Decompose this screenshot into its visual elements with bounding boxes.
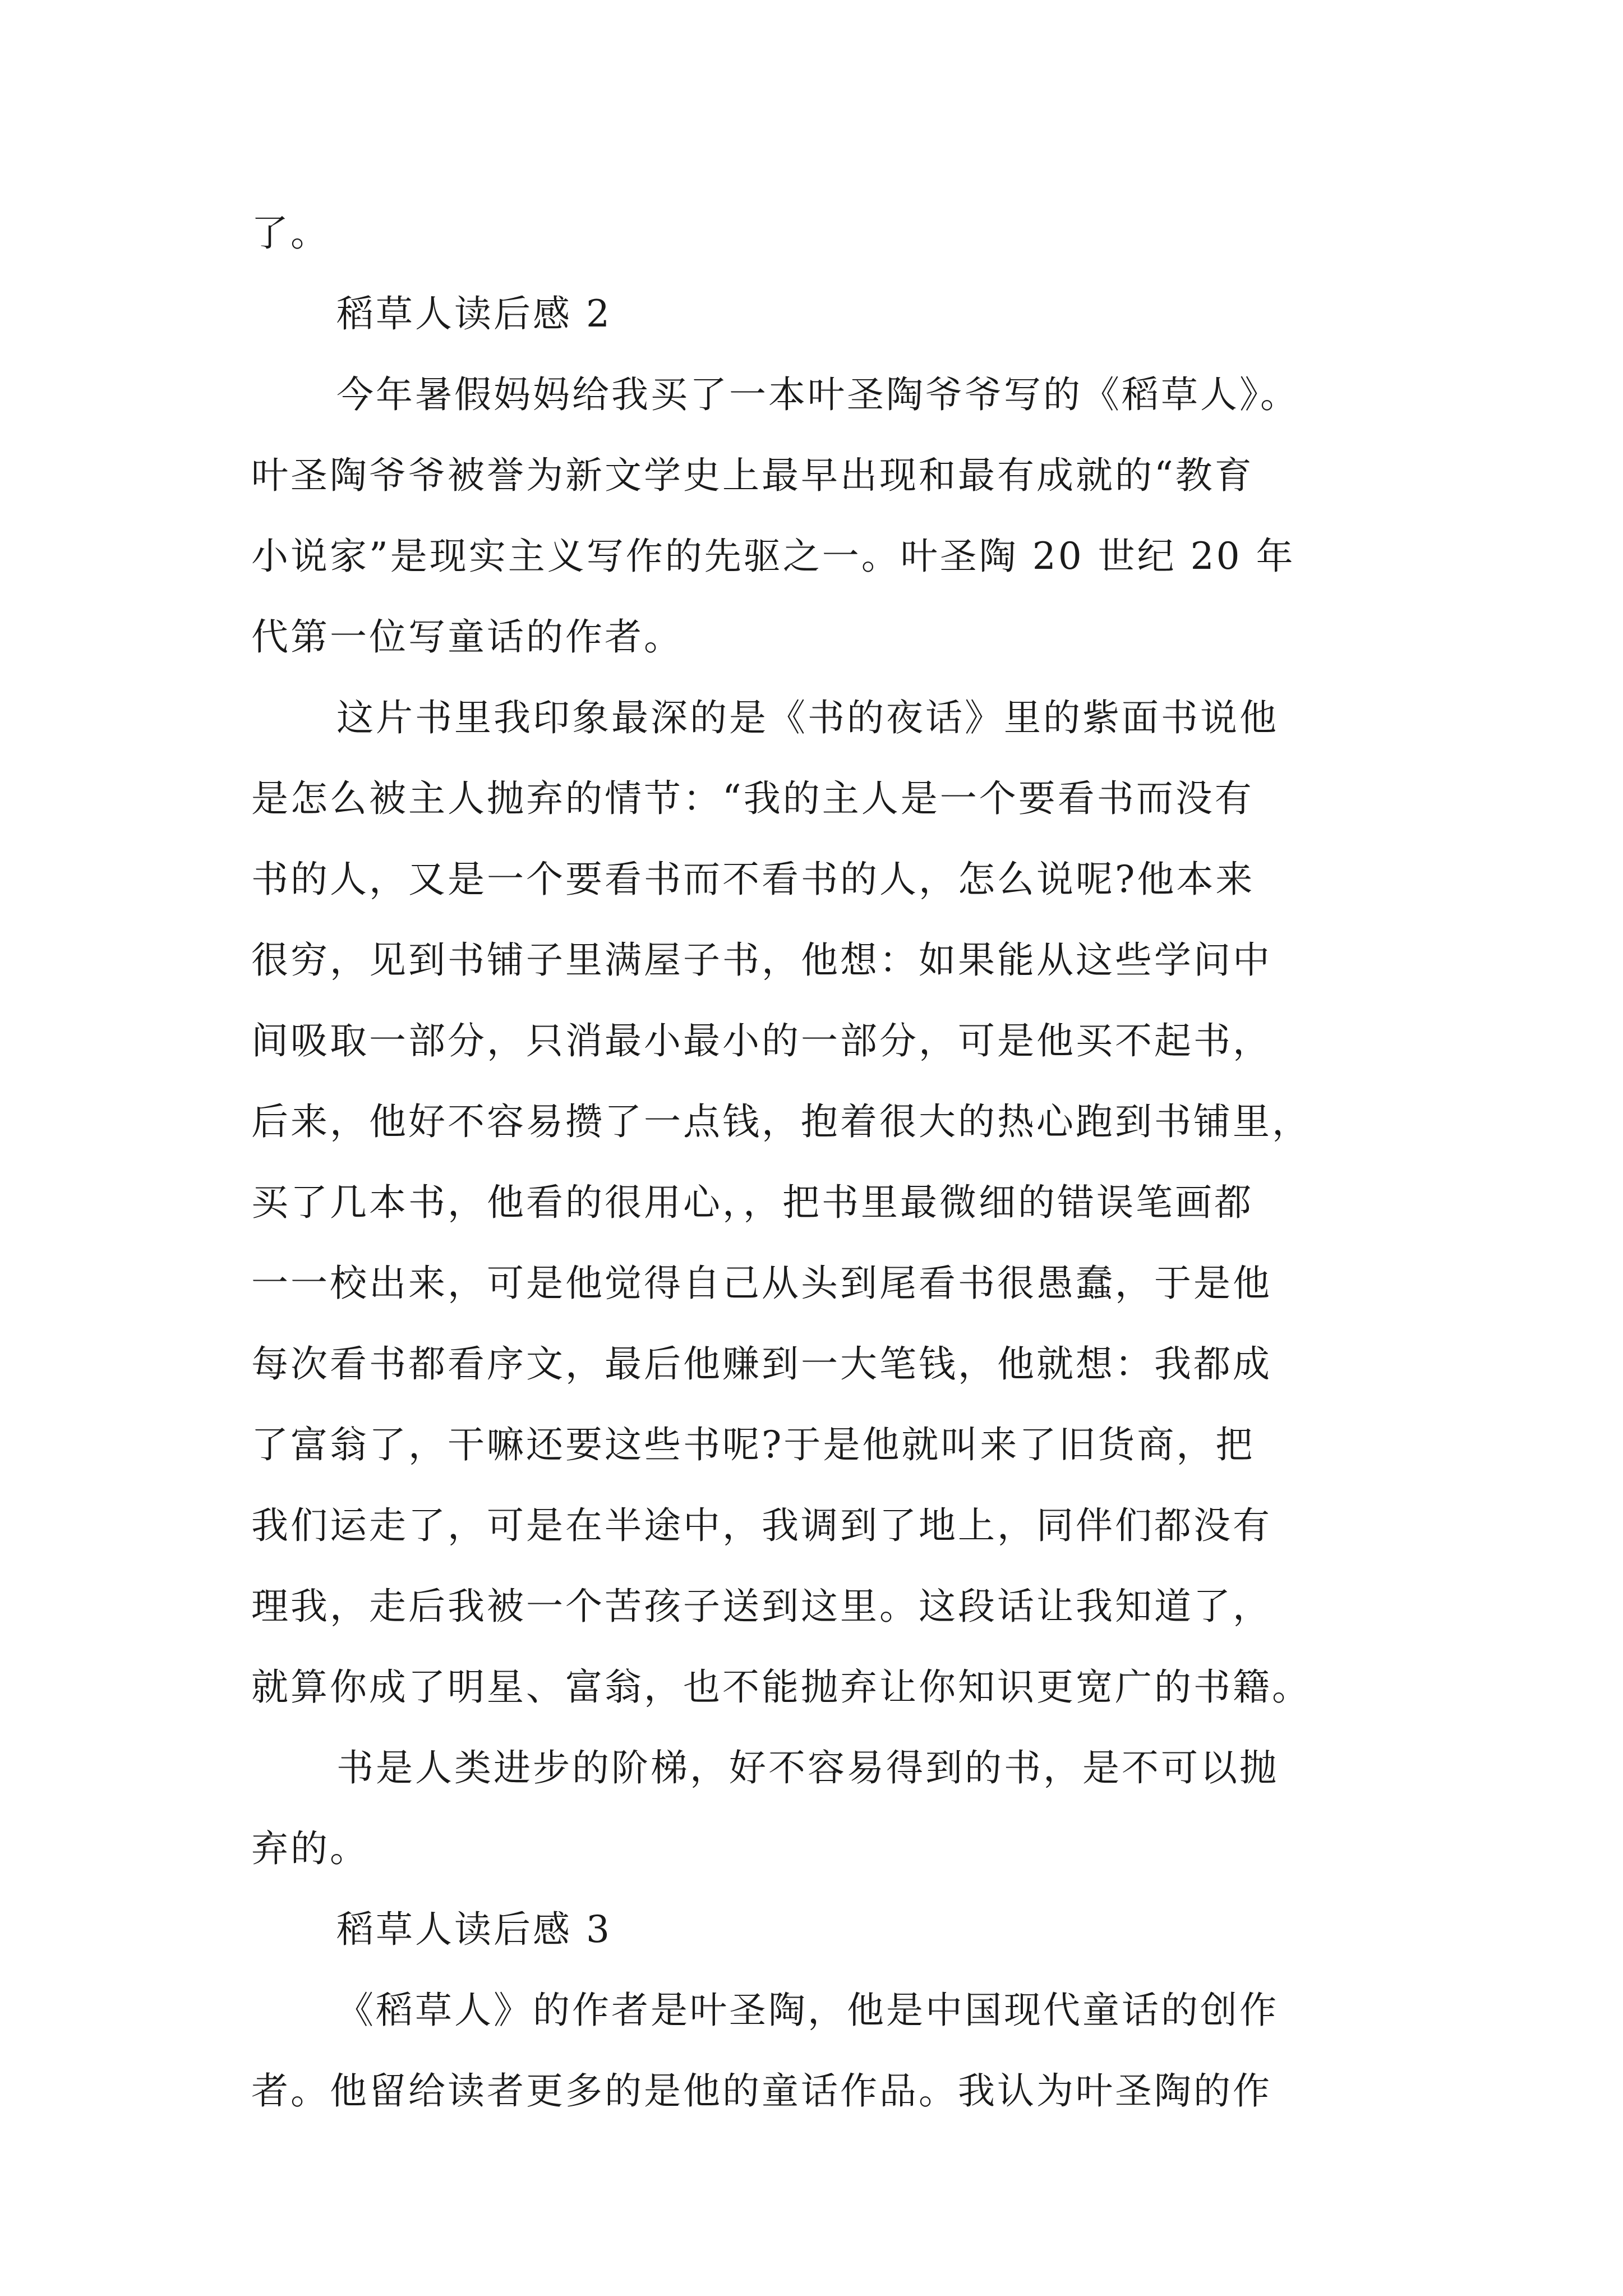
paragraph-line: 了。 [251,211,330,255]
paragraph-line: 书是人类进步的阶梯，好不容易得到的书，是不可以抛 [336,1746,1279,1789]
paragraph-line: 《稻草人》的作者是叶圣陶，他是中国现代童话的创作 [336,1989,1279,2032]
paragraph-line: 弃的。 [251,1827,369,1870]
section-heading: 稻草人读后感 2 [336,292,612,335]
paragraph-line: 这片书里我印象最深的是《书的夜话》里的紫面书说他 [336,696,1279,739]
section-heading: 稻草人读后感 3 [336,1908,612,1951]
paragraph-line: 者。他留给读者更多的是他的童话作品。我认为叶圣陶的作 [251,2069,1272,2113]
paragraph-line: 一一校出来，可是他觉得自己从头到尾看书很愚蠢，于是他 [251,1262,1272,1305]
paragraph-line: 每次看书都看序文，最后他赚到一大笔钱，他就想：我都成 [251,1342,1272,1386]
paragraph-line: 叶圣陶爷爷被誉为新文学史上最早出现和最有成就的“教育 [251,454,1254,497]
paragraph-line: 今年暑假妈妈给我买了一本叶圣陶爷爷写的《稻草人》。 [336,373,1299,416]
paragraph-line: 很穷，见到书铺子里满屋子书，他想：如果能从这些学问中 [251,938,1272,982]
paragraph-line: 书的人，又是一个要看书而不看书的人，怎么说呢?他本来 [251,858,1255,901]
paragraph-line: 是怎么被主人抛弃的情节：“我的主人是一个要看书而没有 [251,777,1254,820]
paragraph-line: 代第一位写童话的作者。 [251,615,683,659]
paragraph-line: 间吸取一部分，只消最小最小的一部分，可是他买不起书， [251,1019,1272,1062]
paragraph-line: 就算你成了明星、富翁，也不能抛弃让你知识更宽广的书籍。 [251,1665,1311,1709]
paragraph-line: 买了几本书，他看的很用心，，把书里最微细的错误笔画都 [251,1181,1253,1224]
paragraph-line: 我们运走了，可是在半途中，我调到了地上，同伴们都没有 [251,1504,1272,1547]
paragraph-line: 后来，他好不容易攒了一点钱，抱着很大的热心跑到书铺里， [251,1100,1311,1143]
paragraph-line: 小说家”是现实主义写作的先驱之一。叶圣陶 20 世纪 20 年 [251,535,1295,578]
paragraph-line: 了富翁了，干嘛还要这些书呢?于是他就叫来了旧货商，把 [251,1423,1255,1466]
paragraph-line: 理我，走后我被一个苦孩子送到这里。这段话让我知道了， [251,1585,1272,1628]
